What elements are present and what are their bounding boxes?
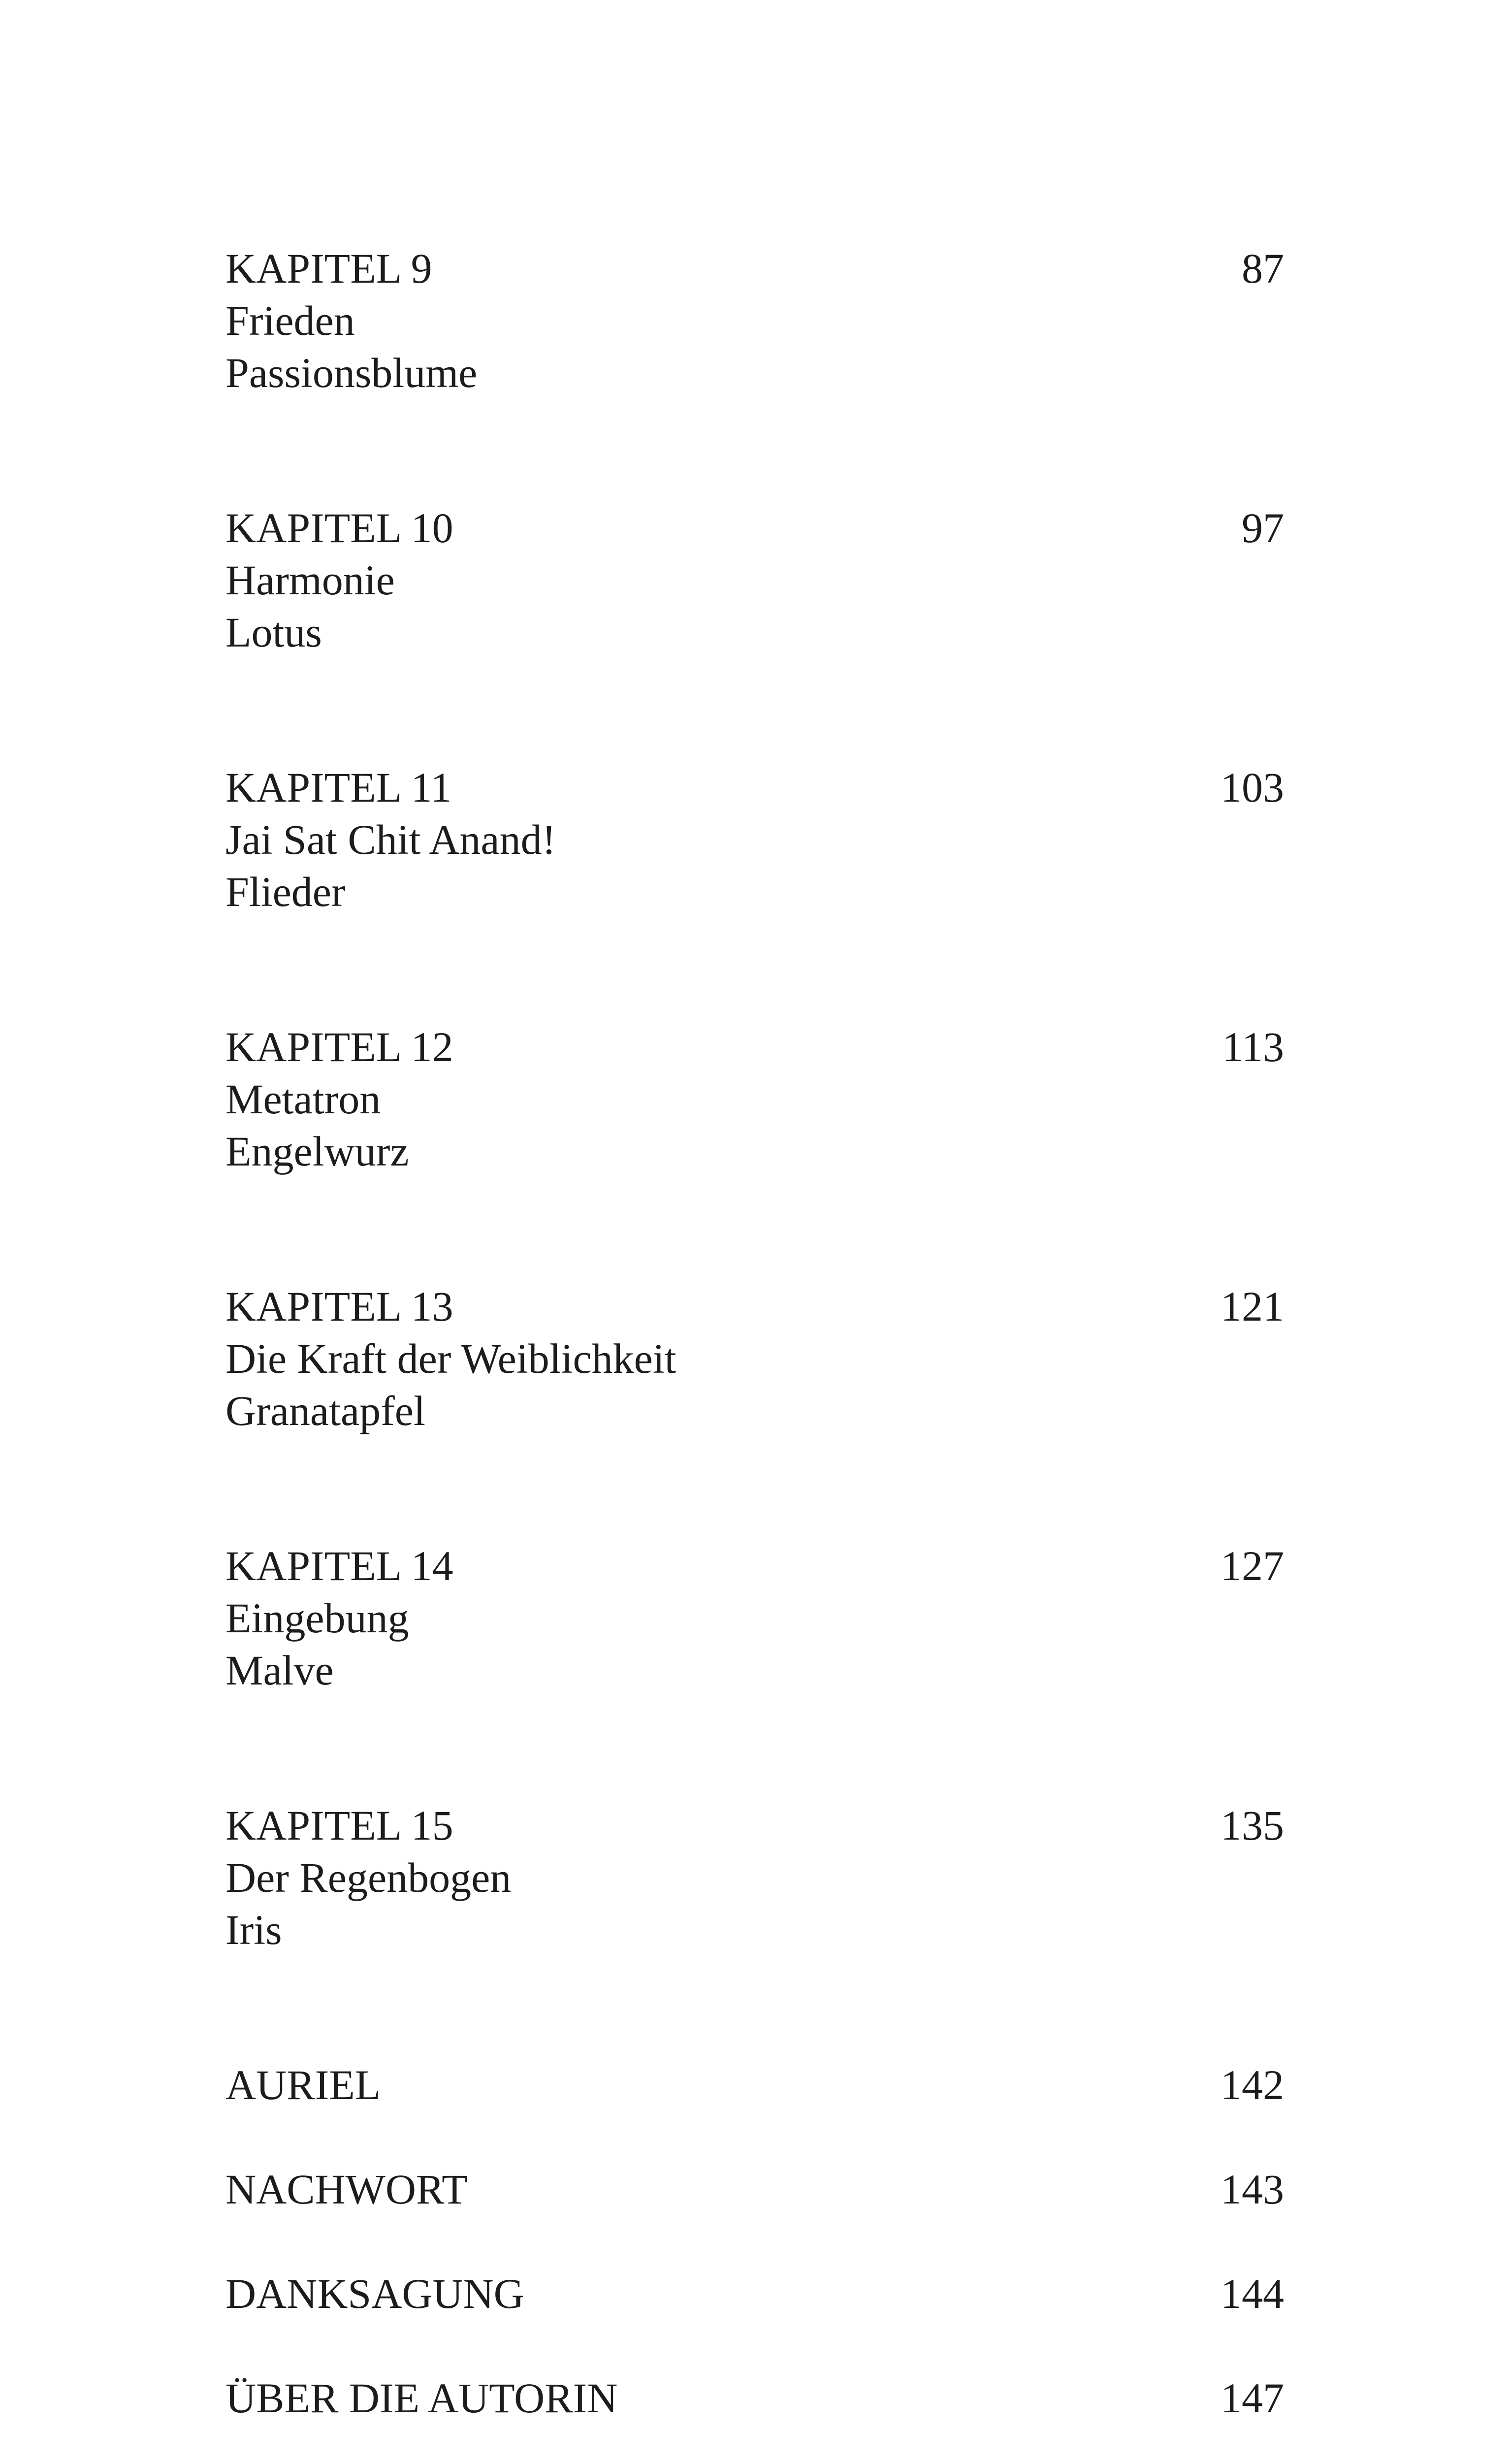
chapter-subtitle: Flieder	[225, 868, 346, 915]
section-label: DANKSAGUNG	[225, 2270, 524, 2317]
chapter-title: Metatron	[225, 1075, 381, 1123]
chapter-subtitle: Lotus	[225, 609, 322, 656]
section-label: NACHWORT	[225, 2166, 468, 2213]
toc-entry-heading-row	[225, 761, 1284, 813]
toc-entry-kapitel-12	[225, 1021, 1284, 1177]
toc-entry-kapitel-15	[225, 1799, 1284, 1956]
page-number: 87	[1242, 245, 1284, 292]
chapter-label: KAPITEL 9	[225, 245, 432, 292]
chapter-subtitle: Passionsblume	[225, 349, 478, 396]
page-number: 113	[1222, 1023, 1284, 1070]
toc-entry-heading-row	[225, 2372, 1284, 2424]
toc-entry-kapitel-13	[225, 1280, 1284, 1437]
chapter-title: Die Kraft der Weiblichkeit	[225, 1335, 676, 1382]
page-number: 147	[1221, 2374, 1284, 2422]
page-number: 121	[1221, 1283, 1284, 1330]
chapter-subtitle: Granatapfel	[225, 1387, 425, 1434]
chapter-title: Der Regenbogen	[225, 1854, 512, 1901]
toc-entry-kapitel-10	[225, 502, 1284, 658]
toc-entry-heading-row	[225, 2268, 1284, 2320]
page-number: 135	[1221, 1802, 1284, 1849]
chapter-label: KAPITEL 13	[225, 1283, 453, 1330]
toc-entry-heading-row	[225, 1021, 1284, 1073]
toc-entry-kapitel-9	[225, 242, 1284, 399]
toc-entry-heading-row	[225, 1540, 1284, 1592]
page-number: 142	[1221, 2061, 1284, 2108]
page-number: 103	[1221, 764, 1284, 811]
chapter-subtitle: Iris	[225, 1906, 282, 1953]
toc-entry-heading-row	[225, 2163, 1284, 2215]
chapter-title: Harmonie	[225, 556, 395, 604]
chapter-subtitle: Malve	[225, 1647, 334, 1694]
toc-entry-heading-row	[225, 502, 1284, 554]
chapter-subtitle: Engelwurz	[225, 1128, 409, 1175]
chapter-label: KAPITEL 10	[225, 504, 453, 551]
chapter-title: Jai Sat Chit Anand!	[225, 816, 556, 863]
section-label: AURIEL	[225, 2061, 381, 2108]
chapter-label: KAPITEL 14	[225, 1542, 453, 1589]
toc-entry-danksagung	[225, 2268, 1284, 2320]
chapter-label: KAPITEL 12	[225, 1023, 453, 1070]
page-number: 144	[1221, 2270, 1284, 2317]
toc-entry-heading-row	[225, 242, 1284, 294]
toc-entry-kapitel-11	[225, 761, 1284, 918]
chapter-label: KAPITEL 11	[225, 764, 452, 811]
chapter-title: Eingebung	[225, 1594, 409, 1642]
page-number: 97	[1242, 504, 1284, 551]
toc-entry-kapitel-14	[225, 1540, 1284, 1696]
toc-entry-auriel	[225, 2059, 1284, 2111]
toc-entry-heading-row	[225, 1799, 1284, 1851]
section-label: ÜBER DIE AUTORIN	[225, 2374, 618, 2422]
toc-entry-heading-row	[225, 1280, 1284, 1332]
toc-entry-ueber-die-autorin	[225, 2372, 1284, 2424]
toc-entry-heading-row	[225, 2059, 1284, 2111]
chapter-title: Frieden	[225, 297, 355, 344]
chapter-label: KAPITEL 15	[225, 1802, 453, 1849]
page-number: 127	[1221, 1542, 1284, 1589]
page-number: 143	[1221, 2166, 1284, 2213]
toc-entry-nachwort	[225, 2163, 1284, 2215]
table-of-contents	[225, 242, 1284, 2462]
